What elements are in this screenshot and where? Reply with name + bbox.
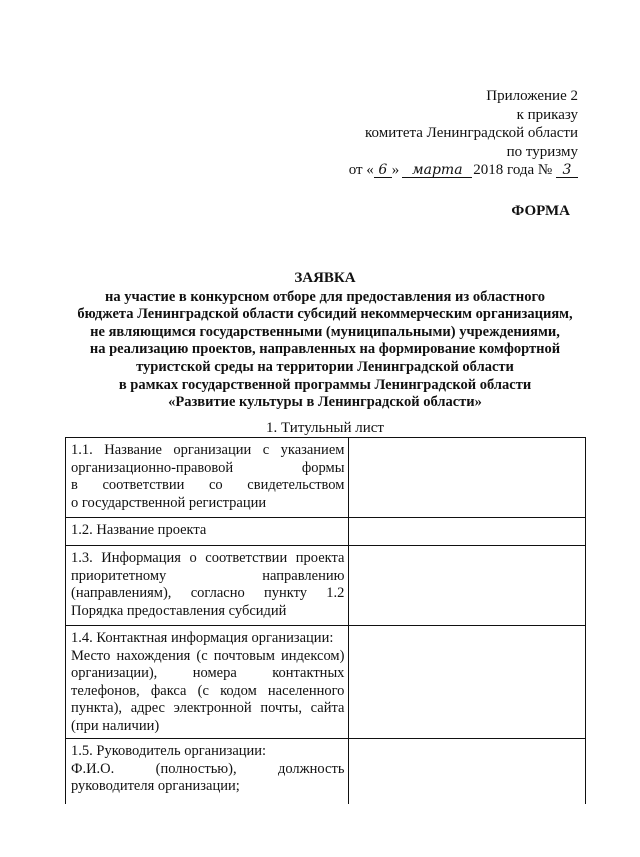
label-line: 1.2. Название проекта bbox=[71, 522, 207, 538]
appendix-header bbox=[349, 87, 578, 180]
value-cell-head-of-organization[interactable] bbox=[349, 739, 586, 805]
appendix-committee-topic: по туризму bbox=[506, 143, 578, 160]
label-line: Место нахождения (с почтовым индексом) bbox=[71, 647, 345, 664]
label-line: 1.1. Название организации с указанием bbox=[71, 442, 345, 458]
row-label-priority-direction bbox=[66, 546, 349, 626]
label-line: пункта), адрес электронной почты, сайта bbox=[71, 700, 345, 716]
appendix-committee: комитета Ленинградской области bbox=[365, 125, 578, 141]
table-row bbox=[66, 739, 586, 805]
label-line: Ф.И.О. (полностью), должность bbox=[71, 760, 345, 777]
form-label: ФОРМА bbox=[511, 203, 570, 219]
title-line: бюджета Ленинградской области субсидий некоммерческим организациям, bbox=[77, 306, 573, 323]
value-cell-contact-info[interactable] bbox=[349, 626, 586, 739]
application-title-block bbox=[60, 270, 590, 412]
section-title: 1. Титульный лист bbox=[266, 420, 384, 436]
appendix-order-ref: к приказу bbox=[516, 106, 578, 123]
label-line: телефонов, факса (с кодом населенного bbox=[71, 682, 345, 699]
label-line: 1.3. Информация о соответствии проекта bbox=[71, 550, 345, 566]
handwritten-day: 6 bbox=[374, 163, 392, 178]
label-line: (при наличии) bbox=[71, 717, 160, 734]
row-label-head-of-organization bbox=[66, 739, 349, 805]
value-cell-priority-direction[interactable] bbox=[349, 546, 586, 626]
appendix-number: Приложение 2 bbox=[486, 88, 578, 104]
row-label-contact-info bbox=[66, 626, 349, 739]
document-title: ЗАЯВКА bbox=[294, 270, 356, 286]
title-line: в рамках государственной программы Ленинградской области bbox=[118, 376, 532, 393]
label-line: 1.5. Руководитель организации: bbox=[71, 743, 267, 759]
handwritten-order-number: 3 bbox=[556, 163, 578, 178]
label-line: Порядка предоставления субсидий bbox=[71, 602, 287, 619]
title-line: не являющимся государственными (муниципальными) учреждениями, bbox=[90, 323, 560, 340]
title-line: на реализацию проектов, направленных на формирование комфортной bbox=[89, 341, 561, 358]
title-page-table bbox=[65, 437, 586, 804]
title-line: «Развитие культуры в Ленинградской области» bbox=[168, 394, 482, 411]
value-cell-organization-name[interactable] bbox=[349, 438, 586, 518]
label-line: приоритетному направлению bbox=[71, 567, 345, 584]
date-year: 2018 года № bbox=[473, 162, 553, 178]
label-line: о государственной регистрации bbox=[71, 494, 267, 511]
table-row bbox=[66, 546, 586, 626]
value-cell-project-name[interactable] bbox=[349, 518, 586, 546]
title-line: туристской среды на территории Ленинградской области bbox=[136, 358, 514, 375]
label-line: руководителя организации; bbox=[71, 778, 240, 794]
table-row bbox=[66, 518, 586, 546]
label-line: организационно-правовой формы bbox=[71, 459, 345, 476]
label-line: в соответствии со свидетельством bbox=[71, 477, 345, 493]
appendix-date-line bbox=[349, 161, 578, 180]
label-line: (направлениям), согласно пункту 1.2 bbox=[71, 585, 345, 601]
date-prefix: от « bbox=[348, 162, 374, 178]
label-line: 1.4. Контактная информация организации: bbox=[71, 630, 334, 646]
date-mid: » bbox=[391, 162, 400, 178]
label-line: организации), номера контактных bbox=[71, 665, 345, 681]
table-row bbox=[66, 626, 586, 739]
table-row bbox=[66, 438, 586, 518]
handwritten-month: марта bbox=[402, 163, 472, 178]
row-label-project-name bbox=[66, 518, 349, 546]
title-line: на участие в конкурсном отборе для предоставления из областного bbox=[105, 288, 545, 305]
row-label-organization-name bbox=[66, 438, 349, 518]
